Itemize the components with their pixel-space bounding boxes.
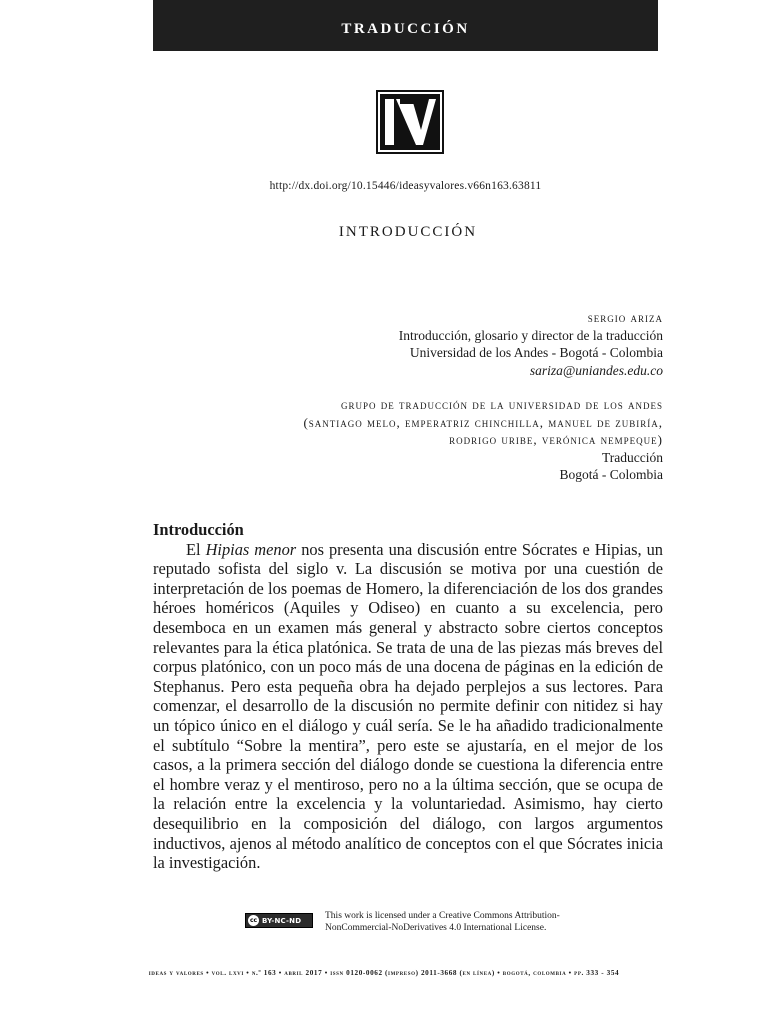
license-line2: NonCommercial-NoDerivatives 4.0 International License. bbox=[325, 923, 547, 933]
group-role: Traducción bbox=[602, 449, 663, 465]
group-location: Bogotá - Colombia bbox=[559, 467, 663, 482]
license-text bbox=[325, 910, 560, 934]
work-title: Hipias menor bbox=[205, 539, 297, 559]
license-line1: This work is licensed under a Creative Commons Attribution- bbox=[325, 911, 560, 921]
doi-link[interactable]: http://dx.doi.org/10.15446/ideasyvalores.v66n163.63811 bbox=[269, 180, 542, 192]
section-label: traducción bbox=[341, 12, 470, 38]
para-rest: nos presenta una discusión entre Sócrates e Hipias, un reputado sofista del siglo v. La discusión se motiva por una cuestión de interpretación de los poemas de Homero, la diferenciación de los dos grandes héroes homéricos (Aquiles y Odiseo) en cuanto a su excelencia, pero desemboca en un examen más general y abstracto sobre ciertos conceptos relevantes para la ética platónica. Se trata de una de las piezas más breves del corpus platónico, con un poco más de una docena de páginas en la edición de Stephanus. Pero esta pequeña obra ha dejado perplejos a sus lectores. Para comenzar, el desarrollo de la discusión no permite definir con nitidez si hay un tópico único en el diálogo y cuál sería. Se le ha añadido tradicionalmente el subtítulo “Sobre la mentira”, pero este se ajustaría, en el mejor de los casos, a la primera sección del diálogo donde se cuestiona la diferencia entre el hombre veraz y el mentiroso, pero no a la última sección, que se ocupa de la relación entre la excelencia y la voluntariedad. Asimismo, hay cierto desequilibrio en la composición del diálogo, con largos argumentos inductivos, ajenos al método analítico de conceptos con el que Sócrates inicia la investigación. bbox=[153, 539, 663, 873]
group-name-line1: grupo de traducción de la universidad de los andes bbox=[341, 397, 663, 412]
author-name: sergio ariza bbox=[587, 310, 663, 325]
cc-logo-icon: cc bbox=[249, 917, 258, 924]
author-role: Introducción, glosario y director de la traducción bbox=[398, 327, 663, 343]
cc-by-nc-nd-icon[interactable] bbox=[245, 913, 313, 928]
section-heading: Introducción bbox=[153, 520, 244, 539]
group-name-line3: rodrigo uribe, verónica nempeque) bbox=[449, 432, 663, 447]
cc-badge-label: BY-NC-ND bbox=[262, 916, 302, 925]
author-email[interactable]: sariza@uniandes.edu.co bbox=[529, 362, 663, 378]
section-banner bbox=[153, 0, 658, 51]
intro-paragraph bbox=[153, 540, 663, 873]
author-block bbox=[143, 309, 663, 484]
group-name-line2: (santiago melo, emperatriz chinchilla, manuel de zubiría, bbox=[303, 414, 663, 430]
journal-logo-icon bbox=[376, 90, 444, 154]
license-notice bbox=[245, 910, 665, 936]
para-prefix: El bbox=[186, 539, 206, 559]
body-text bbox=[153, 520, 663, 873]
journal-footer: ideas y valores • vol. lxvi • n.º 163 • abril 2017 • issn 0120-0062 (impreso) 2011-3668 (en línea) • bogotá, colombia • pp. 333 - 354 bbox=[148, 969, 620, 977]
article-title: introducción bbox=[338, 216, 478, 241]
author-affiliation: Universidad de los Andes - Bogotá - Colombia bbox=[409, 345, 663, 360]
